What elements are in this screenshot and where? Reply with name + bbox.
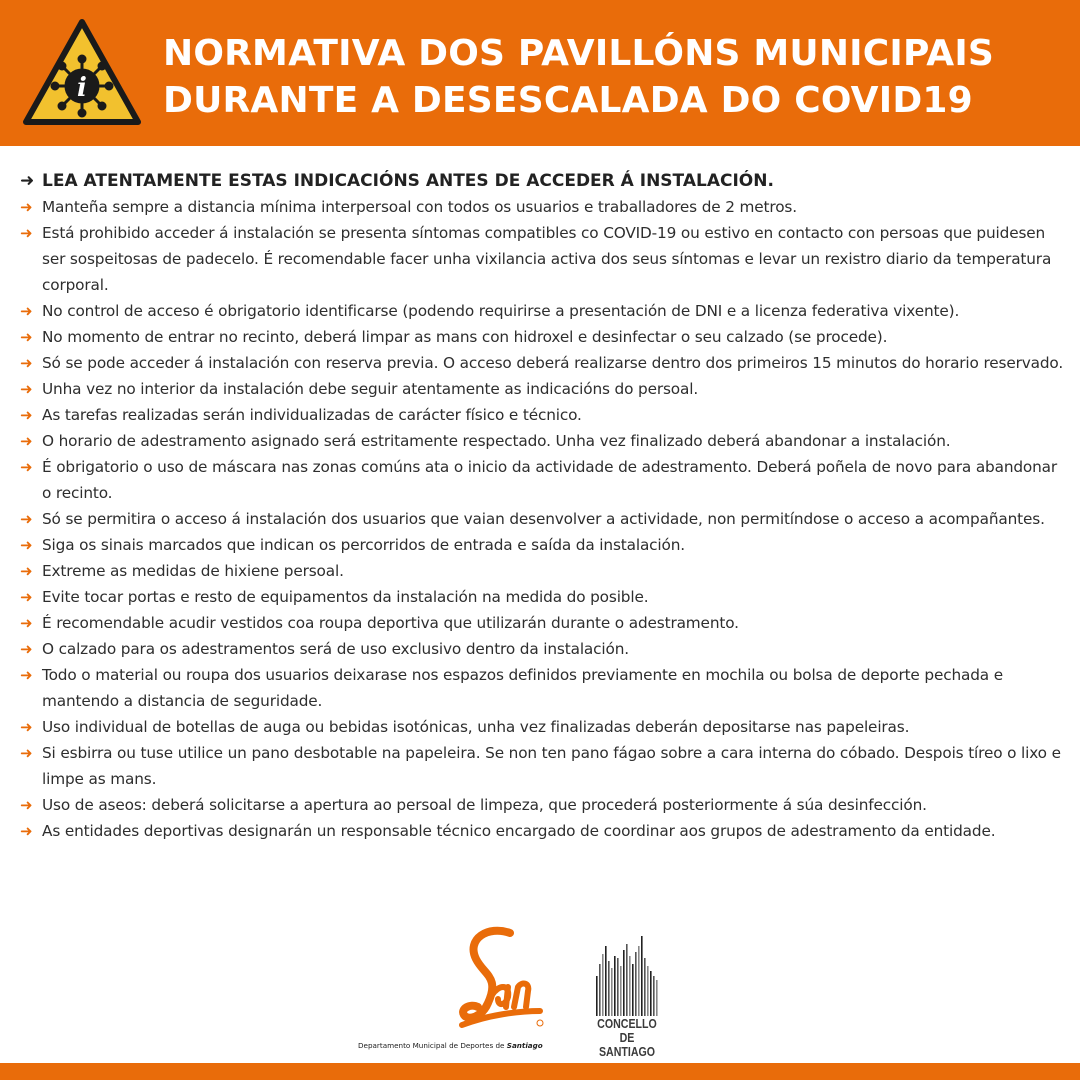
list-item xyxy=(20,740,1065,792)
list-item-text: É recomendable acudir vestidos coa roupa deportiva que utilizarán durante o adestramento. xyxy=(42,614,739,632)
list-item-text: Siga os sinais marcados que indican os percorridos de entrada e saída da instalación. xyxy=(42,536,685,554)
list-item-text: As entidades deportivas designarán un responsable técnico encargado de coordinar aos grupos de adestramento da entidade. xyxy=(42,822,996,840)
arrow-right-icon: ➜ xyxy=(20,796,33,814)
list-item xyxy=(20,298,1065,324)
rules-list xyxy=(20,194,1065,844)
footer-bar xyxy=(0,1063,1080,1080)
arrow-right-icon: ➜ xyxy=(20,171,35,191)
cathedral-bar xyxy=(617,958,619,1016)
arrow-right-icon: ➜ xyxy=(20,640,33,658)
list-item-text: Evite tocar portas e resto de equipamentos da instalación na medida do posible. xyxy=(42,588,649,606)
san-caption-emphasis: Santiago xyxy=(506,1041,543,1050)
list-item-text: Todo o material ou roupa dos usuarios deixarase nos espazos definidos previamente en mochila ou bolsa de deporte pechada e mantendo a distancia de seguridade. xyxy=(42,666,1004,710)
cathedral-bar xyxy=(602,954,604,1016)
cathedral-bar xyxy=(626,944,628,1016)
arrow-right-icon: ➜ xyxy=(20,302,33,320)
arrow-right-icon: ➜ xyxy=(20,432,33,450)
list-item-text: É obrigatorio o uso de máscara nas zonas comúns ata o inicio da actividade de adestramento. Deberá poñela de novo para abandonar o recinto. xyxy=(42,458,1058,502)
lead-instruction xyxy=(20,168,1065,194)
cathedral-bar xyxy=(647,966,649,1016)
cathedral-bar xyxy=(608,961,610,1016)
list-item-text: Uso de aseos: deberá solicitarse a apertura ao persoal de limpeza, que procederá posteriormente á súa desinfección. xyxy=(42,796,927,814)
cathedral-bar xyxy=(650,971,652,1016)
san-caption xyxy=(358,1041,558,1050)
cathedral-bar xyxy=(596,976,598,1016)
arrow-right-icon: ➜ xyxy=(20,562,33,580)
list-item-text: Está prohibido acceder á instalación se presenta síntomas compatibles co COVID-19 ou estivo en contacto con persoas que puidesen ser sospeitosas de padecelo. É recomendable facer unha vixilancia activa dos seus síntomas e levar un rexistro diario da temperatura corporal. xyxy=(42,224,1052,294)
concello-logo xyxy=(582,925,672,1059)
concello-line-1: CONCELLO DE xyxy=(597,1017,657,1045)
list-item xyxy=(20,194,1065,220)
list-item xyxy=(20,402,1065,428)
warning-virus-info-icon xyxy=(22,18,142,128)
list-item-text: Unha vez no interior da instalación debe seguir atentamente as indicacións do persoal. xyxy=(42,380,699,398)
cathedral-bar xyxy=(656,980,658,1016)
cathedral-bar xyxy=(632,964,634,1016)
list-item xyxy=(20,558,1065,584)
list-item xyxy=(20,454,1065,506)
cathedral-bar xyxy=(638,946,640,1016)
lead-text: LEA ATENTAMENTE ESTAS INDICACIÓNS ANTES DE ACCEDER Á INSTALACIÓN. xyxy=(42,171,774,191)
list-item-text: Manteña sempre a distancia mínima interpersoal con todos os usuarios e traballadores de 2 metros. xyxy=(42,198,797,216)
cathedral-bar xyxy=(635,952,637,1016)
list-item-text: Si esbirra ou tuse utilice un pano desbotable na papeleira. Se non ten pano fágao sobre a cara interna do cóbado. Despois tíreo o lixo e limpe as mans. xyxy=(42,744,1061,788)
arrow-right-icon: ➜ xyxy=(20,198,33,216)
concello-text xyxy=(589,1017,666,1059)
arrow-right-icon: ➜ xyxy=(20,458,33,476)
cathedral-bars-logo xyxy=(594,931,660,1016)
list-item xyxy=(20,636,1065,662)
list-item-text: As tarefas realizadas serán individualizadas de carácter físico e técnico. xyxy=(42,406,582,424)
list-item-text: No momento de entrar no recinto, deberá limpar as mans con hidroxel e desinfectar o seu calzado (se procede). xyxy=(42,328,888,346)
cathedral-bar xyxy=(620,966,622,1016)
cathedral-bar xyxy=(644,958,646,1016)
cathedral-bar xyxy=(614,956,616,1016)
cathedral-bar xyxy=(653,976,655,1016)
arrow-right-icon: ➜ xyxy=(20,744,33,762)
list-item-text: O horario de adestramento asignado será estritamente respectado. Unha vez finalizado deberá abandonar a instalación. xyxy=(42,432,951,450)
cathedral-bar xyxy=(599,964,601,1016)
arrow-right-icon: ➜ xyxy=(20,822,33,840)
svg-text:i: i xyxy=(77,73,87,103)
list-item xyxy=(20,428,1065,454)
rules-section xyxy=(20,168,1065,844)
list-item xyxy=(20,610,1065,636)
list-item-text: Extreme as medidas de hixiene persoal. xyxy=(42,562,344,580)
list-item-text: O calzado para os adestramentos será de uso exclusivo dentro da instalación. xyxy=(42,640,629,658)
list-item-text: Só se pode acceder á instalación con reserva previa. O acceso deberá realizarse dentro dos primeiros 15 minutos do horario reservado. xyxy=(42,354,1064,372)
list-item-text: Só se permitira o acceso á instalación dos usuarios que vaian desenvolver a actividade, non permitíndose o acceso a acompañantes. xyxy=(42,510,1045,528)
san-logo xyxy=(358,925,543,1055)
san-wordmark-logo xyxy=(448,925,548,1035)
arrow-right-icon: ➜ xyxy=(20,406,33,424)
arrow-right-icon: ➜ xyxy=(20,380,33,398)
cathedral-bar xyxy=(641,936,643,1016)
concello-line-2: SANTIAGO xyxy=(598,1045,656,1059)
header-banner xyxy=(0,0,1080,146)
arrow-right-icon: ➜ xyxy=(20,510,33,528)
list-item xyxy=(20,662,1065,714)
title-line-1: NORMATIVA DOS PAVILLÓNS MUNICIPAIS xyxy=(163,33,995,74)
arrow-right-icon: ➜ xyxy=(20,328,33,346)
cathedral-bar xyxy=(623,950,625,1016)
list-item xyxy=(20,792,1065,818)
san-caption-text: Departamento Municipal de Deportes de xyxy=(358,1041,507,1050)
cathedral-bar xyxy=(629,956,631,1016)
list-item xyxy=(20,376,1065,402)
list-item-text: Uso individual de botellas de auga ou bebidas isotónicas, unha vez finalizadas deberán depositarse nas papeleiras. xyxy=(42,718,910,736)
arrow-right-icon: ➜ xyxy=(20,718,33,736)
list-item xyxy=(20,506,1065,532)
arrow-right-icon: ➜ xyxy=(20,614,33,632)
arrow-right-icon: ➜ xyxy=(20,588,33,606)
list-item xyxy=(20,818,1065,844)
arrow-right-icon: ➜ xyxy=(20,354,33,372)
arrow-right-icon: ➜ xyxy=(20,666,33,684)
list-item xyxy=(20,220,1065,298)
list-item xyxy=(20,532,1065,558)
arrow-right-icon: ➜ xyxy=(20,224,33,242)
list-item xyxy=(20,714,1065,740)
page-title xyxy=(163,30,1068,124)
list-item-text: No control de acceso é obrigatorio identificarse (podendo requirirse a presentación de DNI e a licenza federativa vixente). xyxy=(42,302,960,320)
list-item xyxy=(20,350,1065,376)
cathedral-bar xyxy=(611,968,613,1016)
cathedral-bar xyxy=(605,946,607,1016)
list-item xyxy=(20,324,1065,350)
list-item xyxy=(20,584,1065,610)
logos-area xyxy=(0,925,1080,1060)
title-line-2: DURANTE A DESESCALADA DO COVID19 xyxy=(163,80,973,121)
arrow-right-icon: ➜ xyxy=(20,536,33,554)
